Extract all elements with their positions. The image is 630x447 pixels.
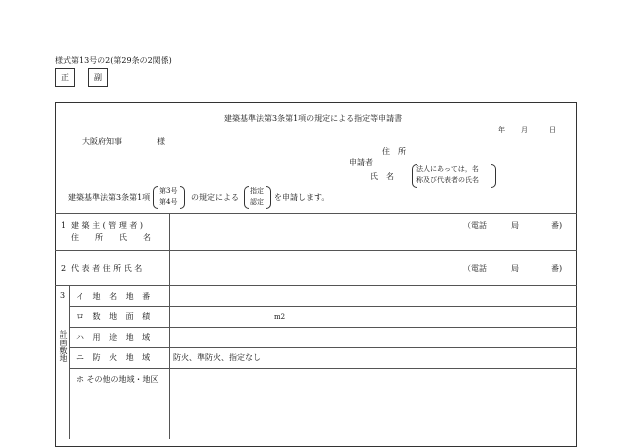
- statement-prefix: 建築基準法第3条第1項: [68, 193, 151, 202]
- row2-phone-kyoku: 局: [511, 264, 519, 273]
- row-ro-unit: m2: [274, 313, 286, 321]
- statement-middle: の規定による: [191, 193, 239, 202]
- addressee-sama: 様: [157, 137, 165, 146]
- corp-note-line1: 法人にあっては，名: [416, 165, 479, 173]
- statement-suffix: を申請します。: [274, 193, 330, 202]
- table-top-rule: [55, 213, 577, 214]
- row-ro-label: ロ 数 地 面 積: [76, 312, 154, 321]
- row2-phone-ban: 番): [551, 264, 563, 273]
- date-year: 年: [498, 126, 505, 134]
- name-label: 氏 名: [370, 172, 394, 181]
- clause-brace-left: [153, 186, 158, 209]
- row1-phone-open: （電話: [463, 221, 487, 230]
- corp-note-brace-right: [491, 164, 496, 188]
- row-ni-label: ニ 防 火 地 域: [76, 353, 154, 362]
- row-i-label: イ 地 名 地 番: [76, 292, 154, 301]
- action-option-1: 指定: [250, 187, 264, 195]
- seishiki-box: [55, 68, 75, 87]
- form-frame: [55, 102, 577, 447]
- addressee: 大阪府知事: [82, 137, 122, 146]
- form-title: 建築基準法第3条第1項の規定による指定等申請書: [224, 114, 403, 123]
- action-option-2: 認定: [250, 198, 264, 206]
- row2-number: 2: [61, 264, 67, 273]
- row1-number: 1: [61, 221, 67, 230]
- clause-brace-right: [180, 186, 185, 209]
- clause-option-2: 第4号: [159, 198, 178, 206]
- applicant-label: 申請者: [349, 158, 373, 167]
- row2-phone-open: （電話: [463, 264, 487, 273]
- clause-option-1: 第3号: [159, 187, 178, 195]
- seishiki-label: 正: [61, 73, 69, 82]
- address-label: 住 所: [382, 147, 406, 156]
- row-i-bottom-rule: [69, 306, 577, 307]
- fuku-label: 副: [94, 73, 102, 82]
- row-ha-label: ハ 用 途 地 域: [76, 333, 154, 342]
- corp-note-line2: 称及び代表者の氏名: [416, 176, 479, 184]
- fuku-box: [88, 68, 108, 87]
- row1-phone-kyoku: 局: [511, 221, 519, 230]
- row-ha-bottom-rule: [69, 347, 577, 348]
- label-col-rule: [169, 213, 170, 439]
- form-number: 様式第13号の2(第29条の2関係): [55, 56, 172, 65]
- row1-phone-ban: 番): [551, 221, 563, 230]
- row-ho-label: ホ その他の地域・地区: [76, 375, 159, 384]
- action-brace-left: [244, 186, 249, 209]
- section3-col-rule: [69, 285, 70, 439]
- date-day: 日: [549, 126, 556, 134]
- row-ro-bottom-rule: [69, 327, 577, 328]
- row1-label-line2: 住 所 氏 名: [71, 233, 151, 242]
- action-brace-right: [266, 186, 271, 209]
- section3-vertical-label: 計画敷地: [59, 330, 68, 362]
- row1-label-line1: 建 築 主 ( 管 理 者 ): [71, 221, 144, 230]
- row2-label: 代 表 者 住 所 氏 名: [71, 264, 143, 273]
- row-ni-bottom-rule: [69, 368, 577, 369]
- row2-bottom-rule: [55, 285, 577, 286]
- date-month: 月: [521, 126, 528, 134]
- row1-bottom-rule: [55, 250, 577, 251]
- row-ni-value: 防火、準防火、指定なし: [173, 353, 261, 362]
- section3-number: 3: [60, 291, 66, 300]
